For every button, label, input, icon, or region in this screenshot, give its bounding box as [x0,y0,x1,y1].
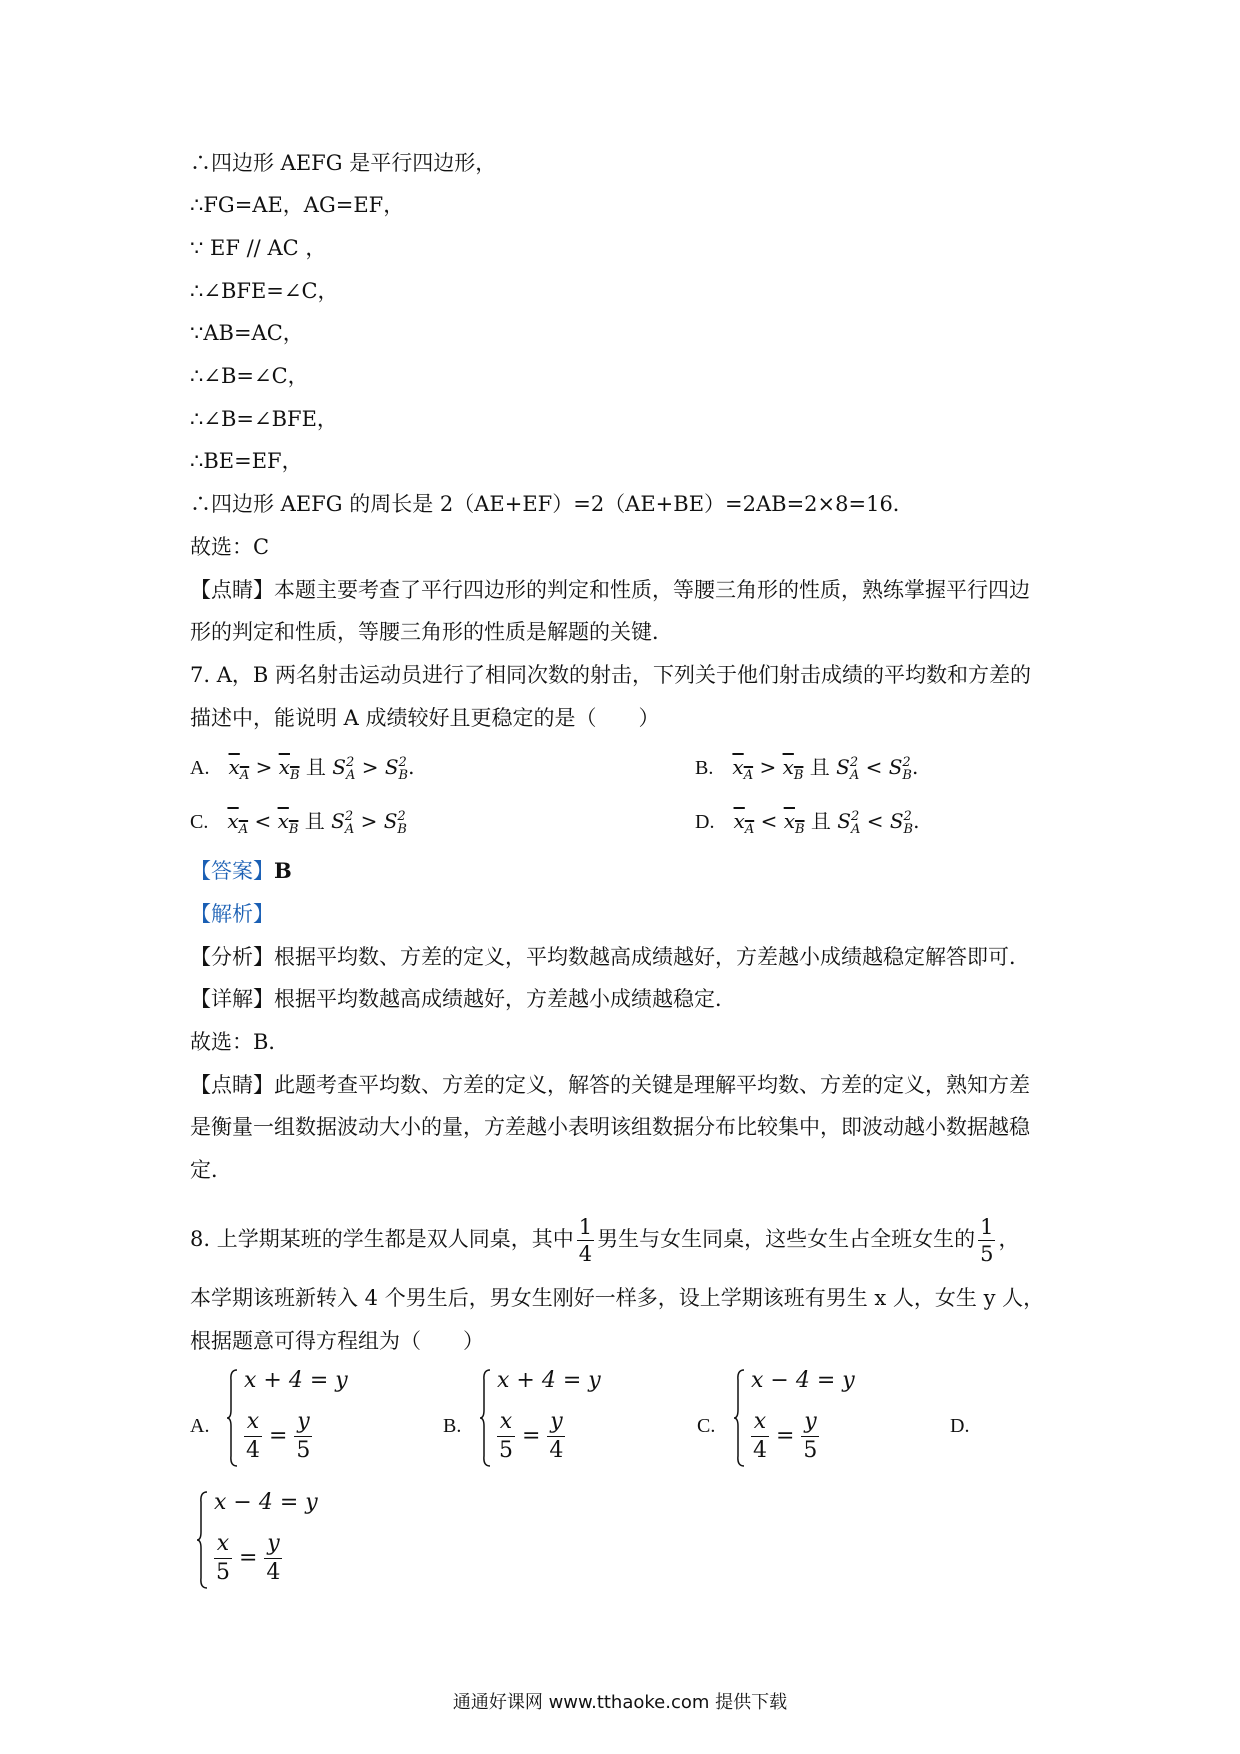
brace-icon [196,1490,208,1590]
q7-stem-line-1: 7. A，B 两名射击运动员进行了相同次数的射击，下列关于他们射击成绩的平均数和方差的 [190,663,1031,687]
answer-value: B [274,858,292,883]
proof-line-1: ∴四边形 AEFG 是平行四边形， [190,151,497,175]
brace-icon [226,1368,238,1468]
q8-option-a-label: A. [190,1415,210,1437]
proof-line-7: ∴∠B=∠BFE， [190,407,338,431]
q8-option-d-label: D. [950,1415,970,1437]
q7-option-d-and: 且 [810,809,831,833]
proof-line-4: ∴∠BFE=∠C， [190,279,339,303]
q7-option-b-label: B. [695,757,714,779]
proof-line-9: ∴四边形 AEFG 的周长是 2（AE+EF）=2（AE+BE）=2AB=2×8=16． [190,492,914,516]
proof-line-6: ∴∠B=∠C， [190,364,309,388]
answer-tag: 【答案】 [190,859,274,883]
dianjing-6-line-1: 【点睛】本题主要考查了平行四边形的判定和性质，等腰三角形的性质，熟练掌握平行四边 [190,578,1030,602]
q8-option-b-system: x + 4 = y $\frac{x}{5}$ = $\frac{y}{4}$ [479,1368,589,1468]
q7-option-d: D. $x_A < x_B$ 且 S2 A < S2 B. [695,808,920,837]
q7-stem-line-2: 描述中，能说明 A 成绩较好且更稳定的是（ ） [190,706,660,730]
q8-stem-line-3: 根据题意可得方程组为（ ） [190,1329,484,1353]
brace-icon [479,1368,491,1468]
q7-option-d-rel1: < [760,809,778,833]
q7-analysis-tag: 【解析】 [190,902,274,926]
q7-option-a-label: A. [190,757,210,779]
q8-fraction-1: $\frac{1}{4}$ [578,1215,593,1266]
q7-answer [190,856,292,886]
q8-option-c-label: C. [697,1415,716,1437]
q7-choice: 故选：B． [190,1030,290,1054]
q7-option-a-rel1: > [255,755,273,779]
q7-fenxi: 【分析】根据平均数、方差的定义，平均数越高成绩越好，方差越小成绩越稳定解答即可． [190,945,1030,969]
q7-option-a-and: 且 [305,755,326,779]
proof-choice: 故选：C [190,535,270,559]
proof-line-5: ∵AB=AC， [190,321,304,345]
dianjing-6-line-2: 形的判定和性质，等腰三角形的性质是解题的关键． [190,620,673,644]
q8-stem-line-2: 本学期该班新转入 4 个男生后，男女生刚好一样多，设上学期该班有男生 x 人，女生 y 人， [190,1286,1045,1310]
proof-line-2: ∴FG=AE，AG=EF， [190,193,405,217]
q7-option-c-rel1: < [254,809,272,833]
proof-line-3: ∵ EF // AC ， [190,236,327,260]
q7-option-d-rel2: < [866,809,884,833]
brace-icon [733,1368,745,1468]
q7-option-c-label: C. [190,811,209,833]
page-footer: 通通好课网 www.tthaoke.com 提供下载 [452,1692,788,1713]
q7-option-b-rel2: < [865,755,883,779]
q7-dianjing-line-3: 定． [190,1158,232,1182]
proof-line-8: ∴BE=EF， [190,449,303,473]
q7-option-a-rel2: > [361,755,379,779]
q7-option-a: A. $x_A > x_B$ 且 S2 A > S2 B. [190,754,415,783]
q8-stem-line-1: 8. 上学期某班的学生都是双人同桌，其中 $\frac{1}{4}$ 男生与女生同桌，这些女生占全班女生的 $\frac{1}{5}$ ， [190,1215,1020,1266]
q7-option-c: C. $x_A < x_B$ 且 S2 A > S2 B [190,808,407,837]
q7-xiangjie: 【详解】根据平均数越高成绩越好，方差越小成绩越稳定． [190,987,736,1011]
q7-option-c-and: 且 [304,809,325,833]
q7-option-b-rel1: > [759,755,777,779]
q7-option-c-rel2: > [360,809,378,833]
q7-option-d-label: D. [695,811,715,833]
q8-option-b-label: B. [443,1415,462,1437]
q8-fraction-2: $\frac{1}{5}$ [980,1215,994,1266]
q7-option-b-and: 且 [809,755,830,779]
q7-dianjing-line-1: 【点睛】此题考查平均数、方差的定义，解答的关键是理解平均数、方差的定义，熟知方差 [190,1073,1030,1097]
q8-option-d-system: x − 4 = y $\frac{x}{5}$ = $\frac{y}{4}$ [196,1490,306,1590]
q7-option-b: B. $x_A > x_B$ 且 S2 A < S2 B. [695,754,919,783]
q8-option-a-system: x + 4 = y $\frac{x}{4}$ = $\frac{y}{5}$ [226,1368,336,1468]
q8-option-c-system: x − 4 = y $\frac{x}{4}$ = $\frac{y}{5}$ [733,1368,843,1468]
q7-dianjing-line-2: 是衡量一组数据波动大小的量，方差越小表明该组数据分布比较集中，即波动越小数据越稳 [190,1115,1030,1139]
